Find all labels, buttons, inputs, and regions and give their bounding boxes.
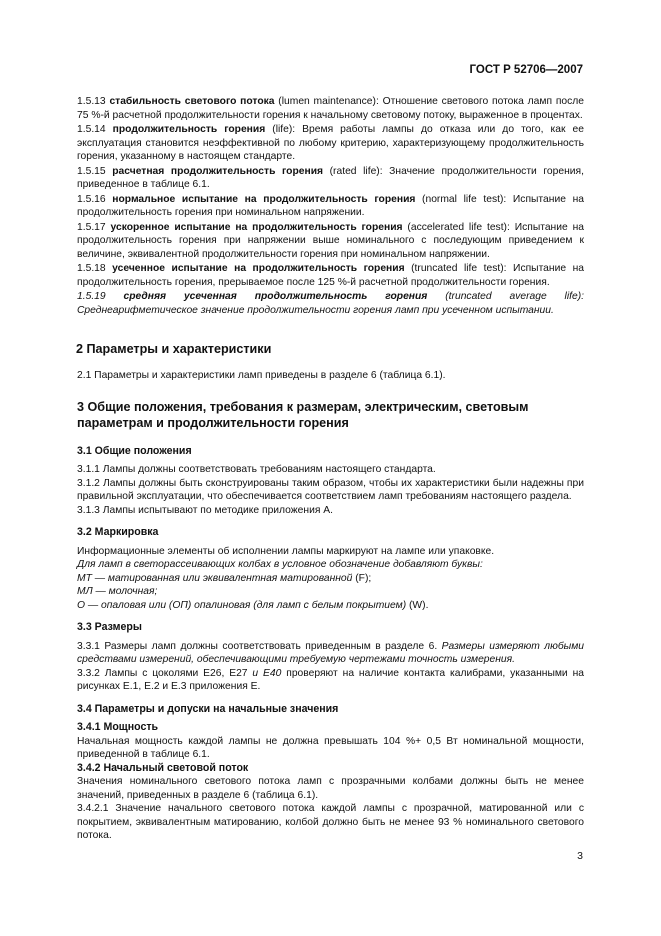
marking-mt (77, 572, 584, 586)
paragraph-3-1-3: 3.1.3 Лампы испытывают по методике приложения А. (77, 504, 334, 516)
subsection-3-4-1-heading: 3.4.1 Мощность (77, 721, 159, 733)
definition-number: 1.5.16 (77, 193, 106, 205)
marking-o-text: О — опаловая или (ОП) опалиновая (для ламп с белым покрытием) (77, 599, 407, 611)
page-number: 3 (577, 850, 583, 862)
paragraph-3-1-2: 3.1.2 Лампы должны быть сконструированы таким образом, чтобы их характеристики были надежны при правильной эксплуатации, что обеспечивается соответствием ламп требованиям настоящего раздела. (77, 477, 584, 502)
definition-term: усеченное испытание на продолжительность горения (112, 263, 405, 274)
definition-term: средняя усеченная продолжительность горения (123, 291, 428, 302)
marking-mt-code: (F); (352, 572, 372, 584)
definition-item (77, 123, 584, 164)
definitions-list (77, 95, 584, 317)
definition-term: ускоренное испытание на продолжительность горения (110, 221, 403, 233)
definition-number: 1.5.13 (77, 96, 106, 107)
marking-o-code: (W). (406, 599, 429, 611)
definition-item (77, 221, 584, 262)
subsection-3-4-heading: 3.4 Параметры и допуски на начальные значения (77, 702, 339, 715)
paragraph-3-3-2-b: проверяют на наличие контакта калибрами, указанными на рисунках Е.1, Е.2 и Е.3 приложения Е. (77, 667, 584, 692)
definition-number: 1.5.18 (77, 263, 106, 274)
subsection-3-1-heading: 3.1 Общие положения (77, 444, 192, 457)
definition-item (77, 193, 584, 220)
definition-term: нормальное испытание на продолжительность горения (112, 193, 416, 205)
marking-ml: МЛ — молочная; (77, 586, 158, 597)
definition-item (77, 262, 584, 289)
paragraph-3-3-1 (77, 640, 584, 667)
definition-number: 1.5.14 (77, 124, 106, 135)
definition-item (77, 95, 584, 122)
section-3-heading: 3 Общие положения, требования к размерам, электрическим, световым параметрам и продолжительности горения (77, 399, 529, 430)
paragraph-2-1: 2.1 Параметры и характеристики ламп приведены в разделе 6 (таблица 6.1). (77, 370, 446, 381)
marking-o (77, 599, 584, 613)
section-2-heading: 2 Параметры и характеристики (76, 342, 272, 356)
paragraph-3-4-2: Значения номинального светового потока ламп с прозрачными колбами должны быть не менее значений, приведенных в разделе 6 (таблица 6.1). (77, 776, 584, 801)
definition-term: продолжительность горения (112, 124, 266, 135)
page-content (77, 95, 584, 843)
definition-number: 1.5.19 (77, 291, 106, 302)
subsection-3-2-heading: 3.2 Маркировка (77, 526, 159, 538)
subsection-3-4-2-heading: 3.4.2 Начальный световой поток (77, 761, 249, 774)
paragraph-marking-letters: Для ламп в светорассеивающих колбах в условное обозначение добавляют буквы: (77, 559, 483, 570)
definition-text: (truncated life test): Испытание на продолжительность горения, прерываемое после 125 %-й расчетной продолжительности горения. (77, 263, 584, 288)
paragraph-marking-info: Информационные элементы об исполнении лампы маркируют на лампе или упаковке. (77, 545, 495, 557)
paragraph-3-3-2-a: 3.3.2 Лампы с цоколями Е26, Е27 (77, 667, 253, 679)
definition-term: расчетная продолжительность горения (112, 165, 324, 177)
definition-text: (accelerated life test): Испытание на продолжительность горения при напряжении выше номинального с последующим приведением к величине, эквивалентной продолжительности горения при номинальном напряжении. (77, 221, 585, 260)
paragraph-3-1-1: 3.1.1 Лампы должны соответствовать требованиям настоящего стандарта. (77, 464, 436, 475)
definition-text: (lumen maintenance): Отношение светового потока ламп после 75 %-й расчетной продолжительности горения к начальному световому потоку, выраженное в процентах. (77, 96, 585, 121)
paragraph-3-4-2-1: 3.4.2.1 Значение начального светового потока каждой лампы с прозрачной, матированной или с покрытием, эквивалентным матированию, колбой должно быть не менее 93 % номинального светового потока. (77, 803, 584, 841)
definition-term: стабильность светового потока (109, 96, 275, 107)
definition-item (77, 165, 584, 192)
paragraph-3-3-2 (77, 667, 584, 694)
definition-text: (normal life test): Испытание на продолжительность горения при номинальном напряжении. (77, 193, 584, 218)
paragraph-3-3-1-text: 3.3.1 Размеры ламп должны соответствовать приведенным в разделе 6. (77, 640, 442, 652)
definition-number: 1.5.17 (77, 221, 106, 233)
definition-number: 1.5.15 (77, 165, 106, 177)
definition-text: (rated life): Значение продолжительности горения, приведенное в таблице 6.1. (77, 165, 584, 190)
paragraph-3-3-1-italic: Размеры измеряют любыми средствами измерений, обеспечивающими требуемую чертежами точность измерения. (77, 640, 585, 665)
definition-text: (truncated average life): Среднеарифметическое значение продолжительности горения ламп при усеченном испытании. (77, 291, 584, 316)
definition-text: (life): Время работы лампы до отказа или до того, как ее эксплуатация становится неэффективной по любому критерию, характеризующему продолжительность горения, указанному в настоящем стандарте. (77, 124, 584, 162)
paragraph-3-4-1: Начальная мощность каждой лампы не должна превышать 104 %+ 0,5 Вт номинальной мощности, приведенной в таблице 6.1. (77, 735, 584, 760)
definition-item-italic (77, 290, 584, 317)
subsection-3-3-heading: 3.3 Размеры (77, 621, 142, 633)
document-header: ГОСТ Р 52706—2007 (469, 64, 583, 76)
paragraph-3-3-2-italic: и Е40 (252, 667, 282, 679)
marking-mt-text: МТ — матированная или эквивалентная матированной (77, 572, 353, 584)
